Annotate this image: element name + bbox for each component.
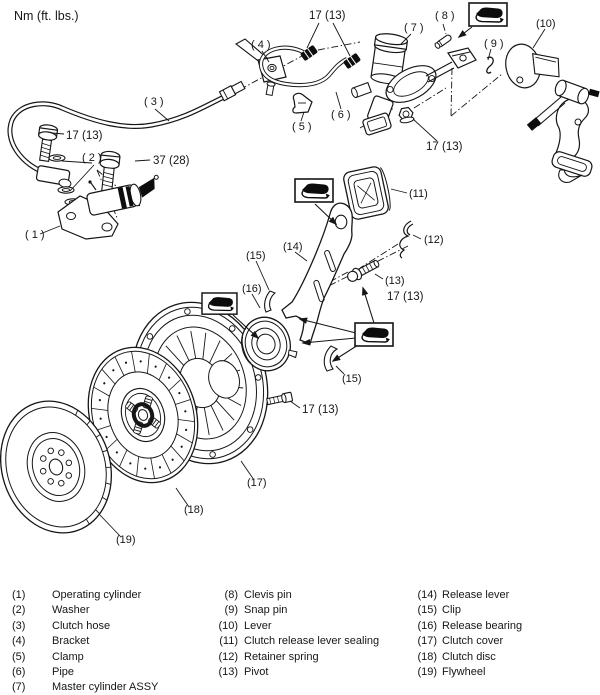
legend-item: (6) Pipe xyxy=(12,665,75,678)
callout-16: (16) xyxy=(242,283,262,295)
pipe-fitting xyxy=(343,53,361,70)
torque-label-mount: 37 (28) xyxy=(153,155,190,167)
retainer-spring xyxy=(400,221,413,258)
hose-end-fitting xyxy=(219,81,245,101)
grease-icon xyxy=(295,179,333,202)
callout-9: ( 9 ) xyxy=(484,38,504,50)
legend-column-1 xyxy=(12,588,158,695)
banjo-fitting xyxy=(36,165,73,188)
legend-item: (19) Flywheel xyxy=(417,665,486,678)
callout-1: ( 1 ) xyxy=(25,229,45,241)
mc-nut xyxy=(398,107,414,124)
clip-upper xyxy=(265,291,275,312)
callout-11: (11) xyxy=(409,188,428,200)
callout-19: (19) xyxy=(116,534,136,546)
pipe-fitting xyxy=(300,45,318,62)
callout-17: (17) xyxy=(247,477,267,489)
legend-item: (7) Master cylinder ASSY xyxy=(12,681,159,694)
callout-8: ( 8 ) xyxy=(435,10,455,22)
legend-item: (4) Bracket xyxy=(12,635,90,648)
callout-18: (18) xyxy=(184,504,204,516)
cover-bolt xyxy=(266,392,292,406)
callout-15-upper: (15) xyxy=(246,250,266,262)
callout-6: ( 6 ) xyxy=(331,109,351,121)
callout-10: (10) xyxy=(536,18,556,30)
legend-item: (3) Clutch hose xyxy=(12,619,111,632)
legend-item: (12) Retainer spring xyxy=(218,650,319,663)
callout-13: (13) xyxy=(385,275,405,287)
legend-item: (5) Clamp xyxy=(12,650,84,663)
legend-item: (16) Release bearing xyxy=(417,619,523,632)
torque-label-mc-nut: 17 (13) xyxy=(426,141,463,153)
callout-12: (12) xyxy=(424,234,444,246)
legend-item: (14) Release lever xyxy=(417,589,510,601)
clutch-pedal xyxy=(527,79,600,183)
callout-5: ( 5 ) xyxy=(292,121,312,133)
callout-4: ( 4 ) xyxy=(251,39,271,51)
legend-column-3 xyxy=(405,588,522,680)
legend-item: (17) Clutch cover xyxy=(417,635,504,648)
clamp xyxy=(293,93,312,113)
legend-column-2 xyxy=(205,588,379,680)
callout-15-lower: (15) xyxy=(342,373,362,385)
legend-item: (2) Washer xyxy=(12,604,90,617)
torque-label-cover-bolt: 17 (13) xyxy=(302,404,339,416)
grease-icon xyxy=(202,293,237,314)
grease-icon xyxy=(355,323,393,346)
legend-item: (9) Snap pin xyxy=(224,604,288,617)
legend-item: (1) Operating cylinder xyxy=(12,589,142,601)
legend-item: (11) Clutch release lever sealing xyxy=(219,635,380,648)
legend-item: (10) Lever xyxy=(218,619,272,632)
legend-item: (13) Pivot xyxy=(218,665,269,678)
legend-item: (8) Clevis pin xyxy=(224,589,292,601)
callout-14: (14) xyxy=(283,241,303,253)
clip-lower xyxy=(324,346,337,371)
torque-label-banjo: 17 (13) xyxy=(66,130,103,142)
torque-label-pipe: 17 (13) xyxy=(309,10,346,22)
parts-legend xyxy=(0,586,600,695)
units-label: Nm (ft. lbs.) xyxy=(14,9,79,23)
pivot xyxy=(345,257,381,284)
callout-2: ( 2 ) xyxy=(82,152,102,164)
lever xyxy=(502,37,563,91)
callout-7: ( 7 ) xyxy=(404,22,424,34)
grease-icon xyxy=(469,3,507,26)
legend-item: (18) Clutch disc xyxy=(417,650,496,663)
callout-3: ( 3 ) xyxy=(144,96,164,108)
legend-item: (15) Clip xyxy=(417,604,461,617)
clevis-pin xyxy=(434,34,452,49)
torque-label-pivot: 17 (13) xyxy=(387,291,424,303)
master-cylinder xyxy=(350,32,476,136)
